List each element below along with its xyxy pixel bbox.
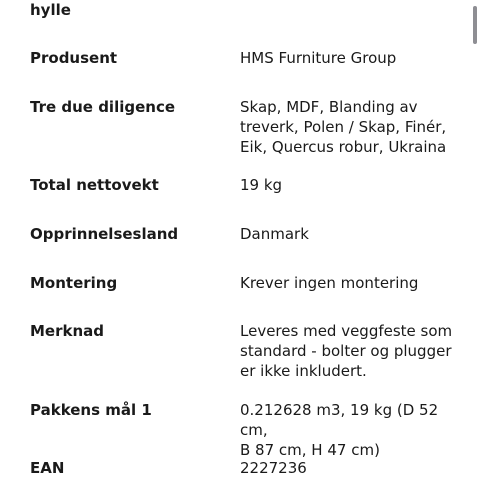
spec-value: Danmark: [240, 225, 309, 243]
scrollbar-thumb[interactable]: [473, 6, 477, 44]
spec-value: 19 kg: [240, 176, 283, 194]
spec-label: Tre due diligence: [30, 98, 176, 116]
spec-label: EAN: [30, 459, 65, 477]
spec-value: HMS Furniture Group: [240, 49, 397, 67]
spec-value: Skap, MDF, Blanding av treverk, Polen / Skap, Finér, Eik, Quercus robur, Ukraina: [240, 98, 447, 156]
section-heading: hylle: [30, 1, 71, 19]
spec-label: Produsent: [30, 49, 118, 67]
spec-label: Total nettovekt: [30, 176, 159, 194]
spec-label: Montering: [30, 274, 118, 292]
spec-value: 0.212628 m3, 19 kg (D 52 cm, B 87 cm, H 47 cm): [240, 401, 439, 459]
spec-label: Pakkens mål 1: [30, 401, 152, 419]
spec-value: 2227236: [240, 459, 307, 477]
spec-label: Opprinnelsesland: [30, 225, 179, 243]
spec-label: Merknad: [30, 322, 105, 340]
spec-value: Leveres med veggfeste som standard - bolter og plugger er ikke inkludert.: [240, 322, 453, 380]
spec-value: Krever ingen montering: [240, 274, 419, 292]
